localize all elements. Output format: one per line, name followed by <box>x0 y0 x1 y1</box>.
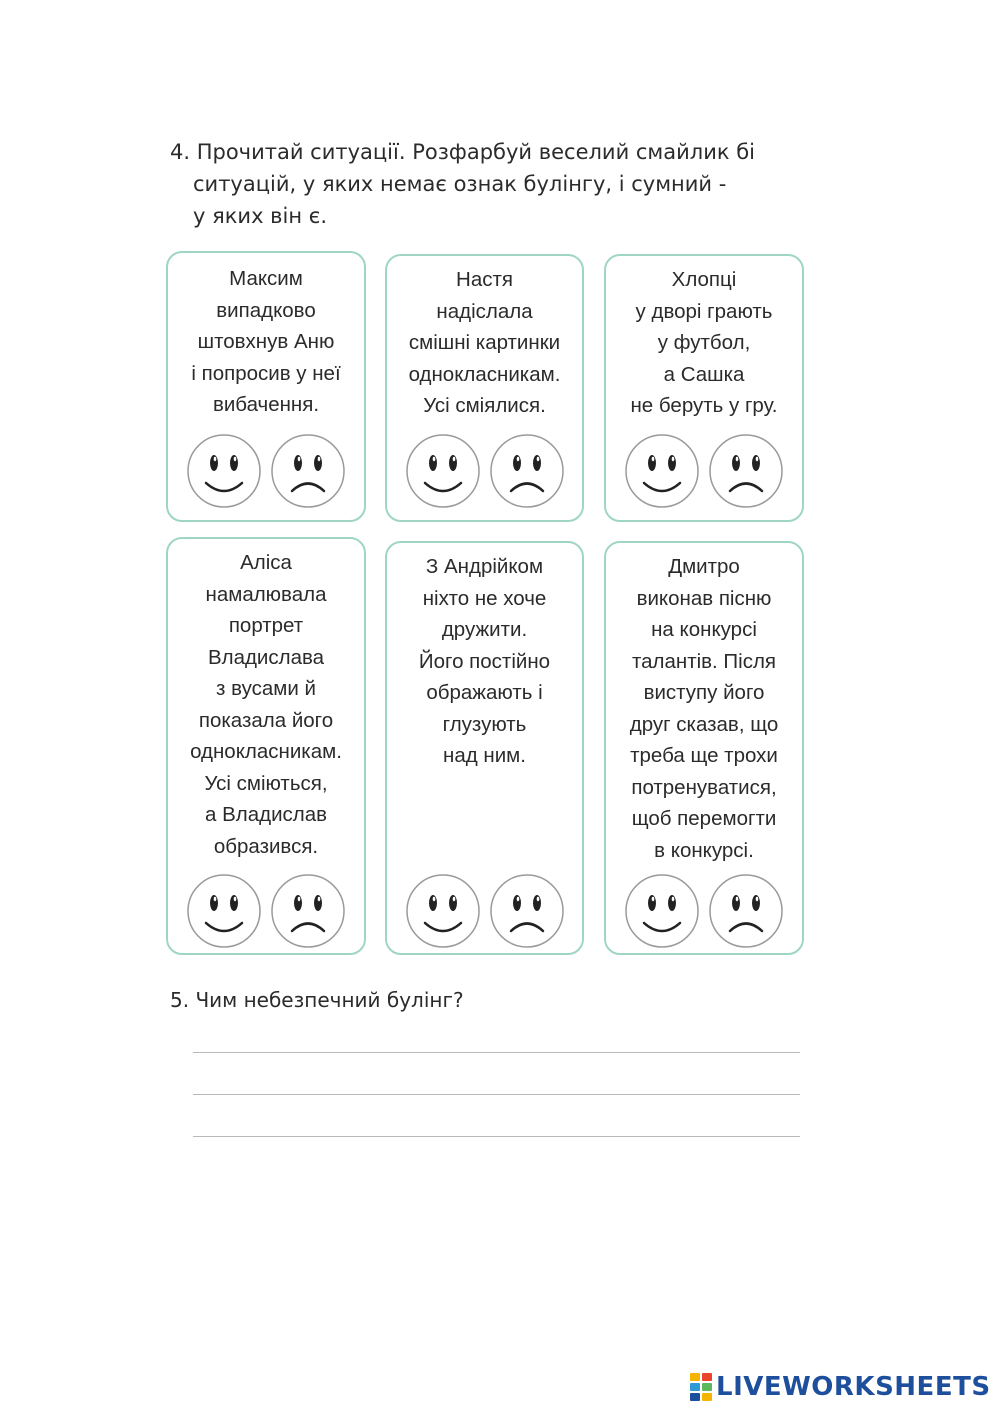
situation-text-line: портрет <box>228 614 304 637</box>
task-4-line-1: 4. Прочитай ситуації. Розфарбуй веселий смайлик бі <box>170 140 756 164</box>
situation-text-line: образився. <box>213 834 319 858</box>
situation-text-line: Усі сміялися. <box>423 394 546 417</box>
happy-face-icon[interactable] <box>405 873 481 949</box>
liveworksheets-logo-text: LIVEWORKSHEETS <box>716 1372 991 1402</box>
situation-text-line: у футбол, <box>657 331 751 354</box>
answer-line-3[interactable] <box>193 1136 800 1137</box>
sad-face-icon[interactable] <box>270 433 346 509</box>
situation-text-line: показала його <box>198 708 334 732</box>
sad-face-icon[interactable] <box>708 433 784 509</box>
situation-text-line: Дмитро <box>668 555 740 578</box>
answer-line-1[interactable] <box>193 1052 800 1053</box>
sad-face-icon[interactable] <box>489 433 565 509</box>
situation-text-line: однокласникам. <box>190 740 342 763</box>
situation-text-line: щоб перемогти <box>631 807 777 830</box>
situation-text-line: Усі сміються, <box>204 771 328 795</box>
situation-text-line: випадково <box>216 298 316 322</box>
situation-text-line: штовхнув Аню <box>197 330 335 353</box>
task-4-line-3: у яких він є. <box>193 204 327 228</box>
situation-text-line: дружити. <box>441 618 528 641</box>
answer-line-2[interactable] <box>193 1094 800 1095</box>
situation-text-line: виконав пісню <box>636 586 772 610</box>
situation-text-line: З Андрійком <box>425 555 544 578</box>
task-4-line-2: ситуацій, у яких немає ознак булінгу, і сумний - <box>193 172 727 196</box>
situation-card-3 <box>604 254 804 522</box>
situation-card-5 <box>385 541 584 955</box>
happy-face-icon[interactable] <box>624 873 700 949</box>
situation-text-line: потренуватися, <box>631 775 777 799</box>
situation-text-line: не беруть у гру. <box>630 394 778 417</box>
situation-text-line: треба ще трохи <box>630 744 778 767</box>
situation-card-1 <box>166 251 366 522</box>
situation-text <box>387 264 582 422</box>
liveworksheets-logo-icon <box>690 1373 712 1401</box>
situation-text-line: Аліса <box>240 551 292 574</box>
situation-text-line: Настя <box>456 268 513 291</box>
situation-text-line: а Владислав <box>204 803 328 826</box>
situation-card-6 <box>604 541 804 955</box>
situation-text-line: намалювала <box>205 582 327 606</box>
situation-text-line: у дворі грають <box>635 299 773 323</box>
situation-text-line: ображають і <box>426 681 543 704</box>
situation-text <box>606 264 802 422</box>
happy-face-icon[interactable] <box>405 433 481 509</box>
happy-face-icon[interactable] <box>624 433 700 509</box>
situation-text-line: Владислава <box>207 645 325 669</box>
situation-text-line: Його постійно <box>418 649 551 673</box>
task-4-instructions <box>170 136 785 232</box>
situation-text <box>168 547 364 862</box>
situation-card-4 <box>166 537 366 955</box>
situation-card-2 <box>385 254 584 522</box>
situation-text-line: в конкурсі. <box>654 838 754 862</box>
situation-text-line: однокласникам. <box>408 362 561 386</box>
situation-text-line: з вусами й <box>216 677 316 700</box>
situation-text <box>606 551 802 866</box>
situation-text-line: надіслала <box>436 299 533 323</box>
situation-text-line: на конкурсі <box>651 618 757 641</box>
situation-text <box>387 551 582 772</box>
happy-face-icon[interactable] <box>186 873 262 949</box>
situation-text <box>168 263 364 421</box>
happy-face-icon[interactable] <box>186 433 262 509</box>
situation-text-line: талантів. Після <box>631 649 777 673</box>
situation-text-line: над ним. <box>443 744 526 767</box>
situation-text-line: смішні картинки <box>408 331 561 354</box>
situation-text-line: виступу його <box>643 681 765 704</box>
situation-text-line: друг сказав, що <box>629 712 779 736</box>
sad-face-icon[interactable] <box>489 873 565 949</box>
sad-face-icon[interactable] <box>270 873 346 949</box>
situation-text-line: вибачення. <box>212 393 320 416</box>
situation-text-line: глузують <box>442 712 527 736</box>
situation-text-line: Хлопці <box>671 268 737 291</box>
situation-text-line: Максим <box>229 267 303 290</box>
liveworksheets-logo <box>690 1372 991 1402</box>
task-5-question: 5. Чим небезпечний булінг? <box>170 988 464 1012</box>
sad-face-icon[interactable] <box>708 873 784 949</box>
situation-text-line: і попросив у неї <box>191 361 341 385</box>
situation-text-line: ніхто не хоче <box>422 586 547 610</box>
situation-text-line: а Сашка <box>663 362 745 386</box>
